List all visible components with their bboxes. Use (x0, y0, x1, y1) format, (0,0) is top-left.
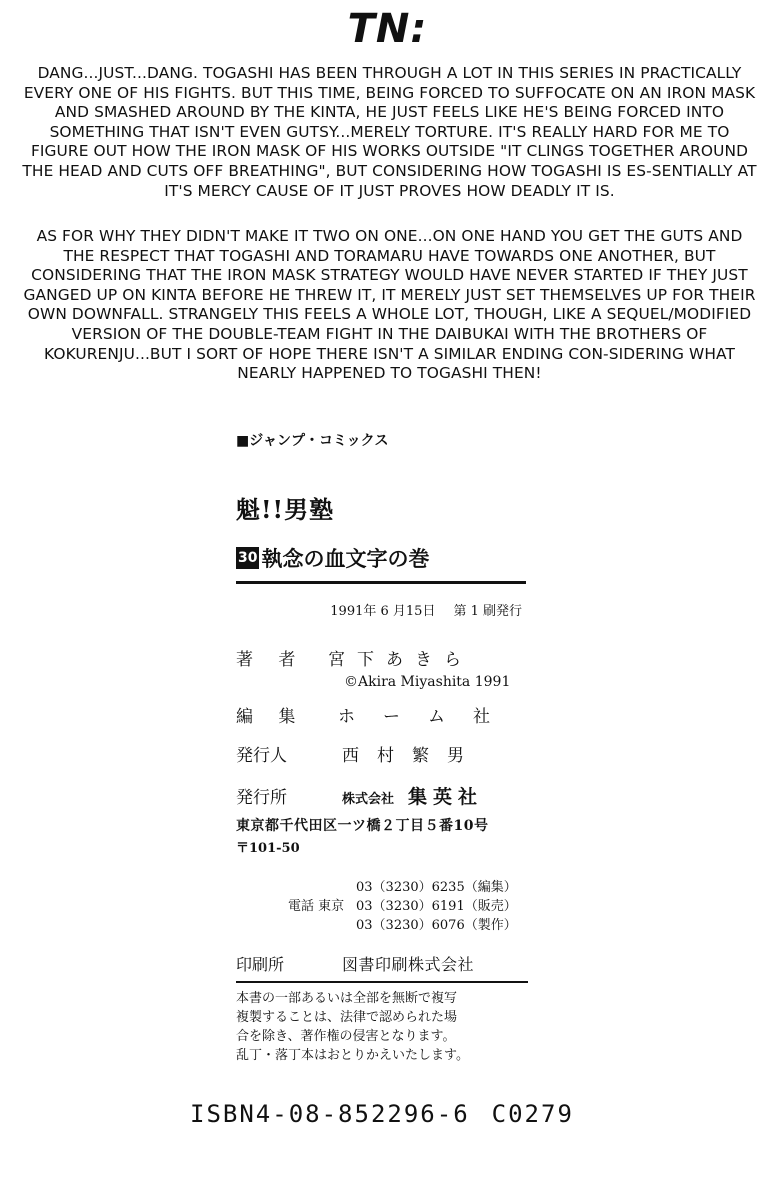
notice-line: 合を除き、著作権の侵害となります。 (236, 1029, 456, 1044)
publisher-address: 東京都千代田区一ツ橋２丁目５番10号 (236, 818, 489, 834)
publisher-name: 集英社 (408, 786, 484, 808)
phone-production: 03（3230）6076（製作） (356, 918, 517, 933)
phone-sales: 03（3230）6191（販売） (356, 899, 517, 914)
book-title: 魁!!男塾 (236, 495, 335, 524)
notice-line: 乱丁・落丁本はおとりかえいたします。 (236, 1048, 469, 1063)
isbn-line (190, 1100, 574, 1128)
translator-note-paragraph-2: AS FOR WHY THEY DIDN'T MAKE IT TWO ON ONE...ON ONE HAND YOU GET THE GUTS AND THE RESPECT THAT TOGASHI AND TORAMARU HAVE TOWARDS ONE ANOTHER, BUT CONSIDERING THAT THE IRON MASK STRATEGY WOULD HAVE NEVER STARTED IF THEY JUST GANGED UP ON KINTA BEFORE HE THREW IT, IT MERELY JUST SET THEMSELVES UP FOR THEIR OWN DOWNFALL. STRANGELY THIS FEELS A WHOLE LOT, THOUGH, LIKE A SEQUEL/MODIFIED VERSION OF THE DOUBLE-TEAM FIGHT IN THE DAIBUKAI WITH THE BROTHERS OF KOKURENJU...BUT I SORT OF HOPE THERE ISN'T A SIMILAR ENDING CON-SIDERING WHAT NEARLY HAPPENED TO TOGASHI THEN! (23, 227, 756, 383)
isbn: ISBN4-08-852296-6 (190, 1100, 470, 1128)
edition: 第 1 刷発行 (453, 604, 522, 619)
publication-date: 1991年 6 月15日 (330, 604, 436, 619)
phone-block (236, 876, 536, 936)
notice-line: 複製することは、法律で認められた場 (236, 1010, 458, 1025)
phone-prefix: 電話 東京 (288, 899, 345, 914)
volume-number-badge: 30 (236, 547, 259, 569)
publisher-person-label: 発行人 (236, 746, 287, 766)
phone-editorial: 03（3230）6235（編集） (356, 880, 517, 895)
copyright: ©Akira Miyashita 1991 (344, 674, 511, 690)
divider (236, 981, 528, 983)
series-label: ■ジャンプ・コミックス (236, 433, 389, 449)
volume-title: 執念の血文字の巻 (261, 546, 430, 571)
editor-row (236, 702, 536, 727)
translator-note-paragraph-1: DANG...JUST...DANG. TOGASHI HAS BEEN THROUGH A LOT IN THIS SERIES IN PRACTICALLY EVERY ONE OF HIS FIGHTS. BUT THIS TIME, BEING FORCED TO SUFFOCATE ON AN IRON MASK AND SMASHED AROUND BY THE KINTA, HE JUST FEELS LIKE HE'S BEING FORCED INTO SOMETHING THAT ISN'T EVEN GUTSY...MERELY TORTURE. IT'S REALLY HARD FOR ME TO FIGURE OUT HOW THE IRON MASK OF HIS WORKS OUTSIDE "IT CLINGS TOGETHER AROUND THE HEAD AND CUTS OFF BREATHING", BUT CONSIDERING HOW TOGASHI IS ES-SENTIALLY AT IT'S MERCY CAUSE OF IT JUST PROVES HOW DEADLY IT IS. (22, 64, 757, 200)
printer-label: 印刷所 (236, 955, 285, 974)
editor-name: ホーム社 (338, 707, 518, 727)
publisher-type: 株式会社 (342, 792, 395, 807)
publisher-row (236, 782, 536, 809)
printer-row (236, 952, 536, 975)
publisher-person-row (236, 741, 536, 766)
translator-notes-title: TN: (347, 6, 428, 52)
printer-name: 図書印刷株式会社 (342, 955, 475, 974)
copyright-notice (236, 989, 536, 1065)
colophon (236, 430, 536, 1065)
author-label: 著 者 (236, 650, 306, 670)
author-name: 宮下あきら (328, 650, 473, 670)
publisher-person-name: 西村繁男 (342, 746, 482, 766)
author-row (236, 645, 536, 670)
publisher-label: 発行所 (236, 788, 287, 808)
classification-code: C0279 (491, 1100, 574, 1128)
editor-label: 編 集 (236, 707, 306, 727)
divider (236, 581, 526, 584)
notice-line: 本書の一部あるいは全部を無断で複写 (236, 991, 458, 1006)
postal-code: 〒101-50 (236, 841, 300, 856)
publication-date-line (236, 600, 536, 619)
volume-line (236, 543, 536, 573)
